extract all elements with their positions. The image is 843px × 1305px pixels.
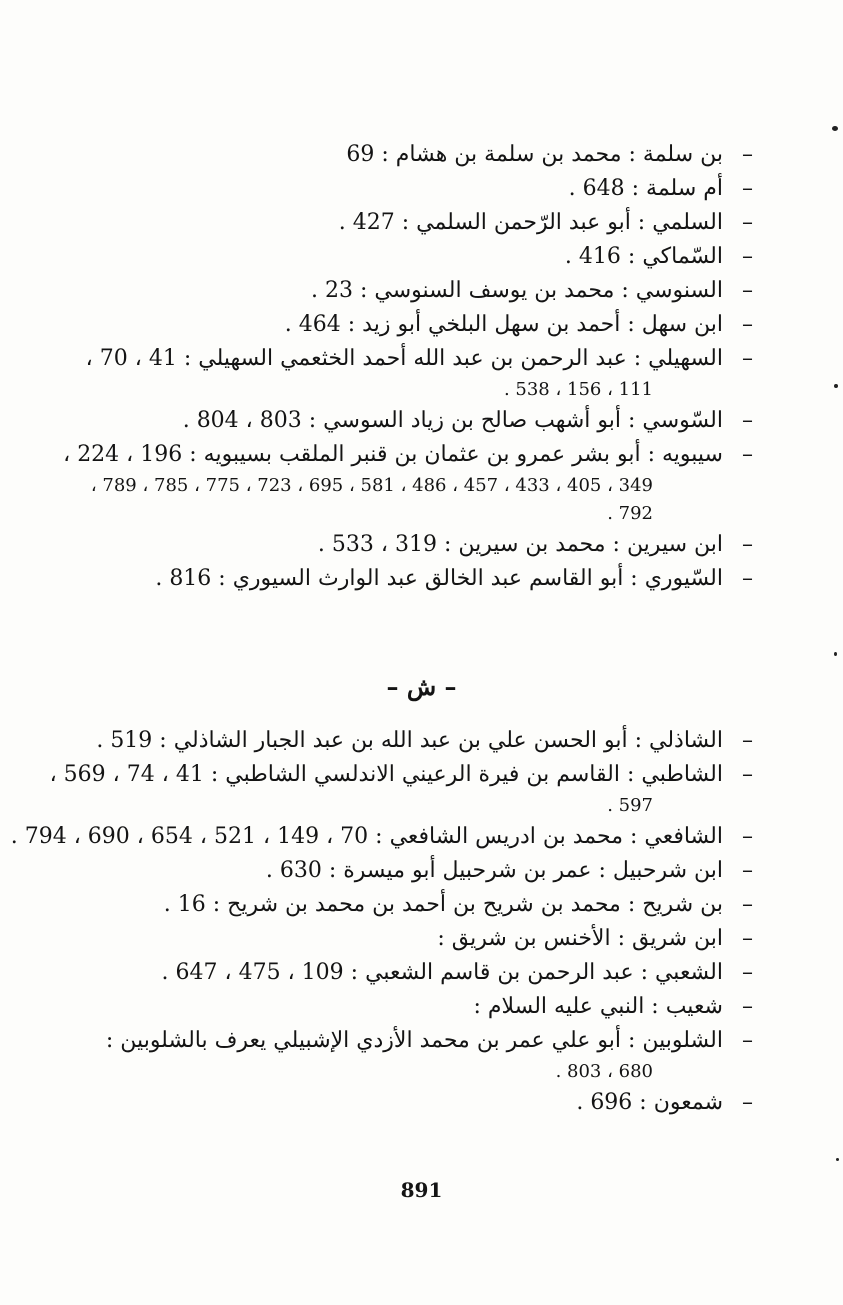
entry-dash: – — [742, 728, 753, 753]
index-entry — [85, 342, 753, 404]
entry-text: السّيوري : أبو القاسم عبد الخالق عبد الوارث السيوري : 816 . — [155, 566, 723, 591]
entry-text: السلمي : أبو عبد الرّحمن السلمي : 427 . — [338, 210, 723, 235]
index-entry — [103, 1086, 753, 1120]
entry-text: سيبويه : أبو بشر عمرو بن عثمان بن قنبر الملقب بسيبويه : 196 ، 224 ، — [63, 442, 723, 467]
index-entry — [103, 404, 753, 438]
index-entry — [103, 888, 753, 922]
entry-continuation: 111 ، 156 ، 538 . — [503, 379, 653, 400]
entry-text: أم سلمة : 648 . — [568, 176, 723, 201]
entry-text: الشافعي : محمد بن ادريس الشافعي : 70 ، 149 ، 521 ، 654 ، 690 ، 794 . — [10, 824, 723, 849]
index-entry — [103, 274, 753, 308]
entry-dash: – — [742, 408, 753, 433]
entry-text: الشلوبين : أبو علي عمر بن محمد الأزدي الإشبيلي يعرف بالشلوبين : — [105, 1028, 723, 1053]
entry-dash: – — [742, 442, 753, 467]
entry-continuation: 597 . — [607, 795, 653, 816]
entry-dash: – — [742, 210, 753, 235]
index-entry — [103, 240, 753, 274]
entry-text: السهيلي : عبد الرحمن بن عبد الله أحمد الخثعمي السهيلي : 41 ، 70 ، — [85, 346, 723, 371]
entry-dash: – — [742, 994, 753, 1019]
entry-dash: – — [742, 858, 753, 883]
entry-dash: – — [742, 762, 753, 787]
scan-speck — [834, 652, 837, 656]
entry-text: ابن سيرين : محمد بن سيرين : 319 ، 533 . — [317, 532, 723, 557]
entry-text: شمعون : 696 . — [576, 1090, 723, 1115]
entry-text: الشاذلي : أبو الحسن علي بن عبد الله بن عبد الجبار الشاذلي : 519 . — [96, 728, 723, 753]
scan-speck — [834, 384, 838, 388]
index-entry — [103, 922, 753, 956]
entry-dash: – — [742, 1028, 753, 1053]
index-entry — [49, 758, 753, 820]
entry-text: ابن سهل : أحمد بن سهل البلخي أبو زيد : 464 . — [284, 312, 723, 337]
entry-continuation: 792 . — [607, 503, 653, 524]
index-entry — [103, 206, 753, 240]
entry-dash: – — [742, 176, 753, 201]
entry-dash: – — [742, 312, 753, 337]
entry-text: الشاطبي : القاسم بن فيرة الرعيني الاندلسي الشاطبي : 41 ، 74 ، 569 ، — [49, 762, 723, 787]
index-entry — [103, 562, 753, 596]
index-entry — [103, 172, 753, 206]
index-entry — [63, 438, 753, 528]
entry-dash: – — [742, 566, 753, 591]
index-list-shin — [10, 724, 753, 1120]
entry-continuation: 680 ، 803 . — [555, 1061, 653, 1082]
scan-speck — [832, 126, 838, 131]
entry-text: بن سلمة : محمد بن سلمة بن هشام : 69 — [346, 142, 723, 167]
section-heading-shin: – ش – — [386, 672, 457, 701]
entry-text: السّوسي : أبو أشهب صالح بن زياد السوسي : 803 ، 804 . — [182, 408, 723, 433]
entry-dash: – — [742, 892, 753, 917]
entry-dash: – — [742, 1090, 753, 1115]
entry-dash: – — [742, 278, 753, 303]
entry-dash: – — [742, 960, 753, 985]
entry-text: السّماكي : 416 . — [564, 244, 723, 269]
entry-text: بن شريح : محمد بن شريح بن أحمد بن محمد بن شريح : 16 . — [163, 892, 723, 917]
entry-text: ابن شريق : الأخنس بن شريق : — [437, 926, 723, 951]
scan-speck — [836, 1158, 839, 1161]
entry-continuation: 349 ، 405 ، 433 ، 457 ، 486 ، 581 ، 695 ، 723 ، 775 ، 785 ، 789 ، — [90, 475, 653, 496]
index-entry — [103, 308, 753, 342]
index-entry — [103, 528, 753, 562]
index-entry — [103, 1024, 753, 1086]
entry-dash: – — [742, 346, 753, 371]
entry-dash: – — [742, 926, 753, 951]
index-entry — [103, 990, 753, 1024]
entry-dash: – — [742, 244, 753, 269]
page-number: 891 — [400, 1178, 443, 1202]
index-entry — [96, 724, 753, 758]
index-entry — [103, 854, 753, 888]
entry-dash: – — [742, 824, 753, 849]
entry-text: السنوسي : محمد بن يوسف السنوسي : 23 . — [310, 278, 723, 303]
index-entry — [10, 820, 753, 854]
entry-text: ابن شرحبيل : عمر بن شرحبيل أبو ميسرة : 630 . — [265, 858, 723, 883]
entry-text: الشعبي : عبد الرحمن بن قاسم الشعبي : 109 ، 475 ، 647 . — [161, 960, 723, 985]
index-list-sin — [63, 138, 753, 596]
index-entry — [103, 138, 753, 172]
entry-dash: – — [742, 142, 753, 167]
entry-dash: – — [742, 532, 753, 557]
entry-text: شعيب : النبي عليه السلام : — [473, 994, 723, 1019]
index-entry — [103, 956, 753, 990]
